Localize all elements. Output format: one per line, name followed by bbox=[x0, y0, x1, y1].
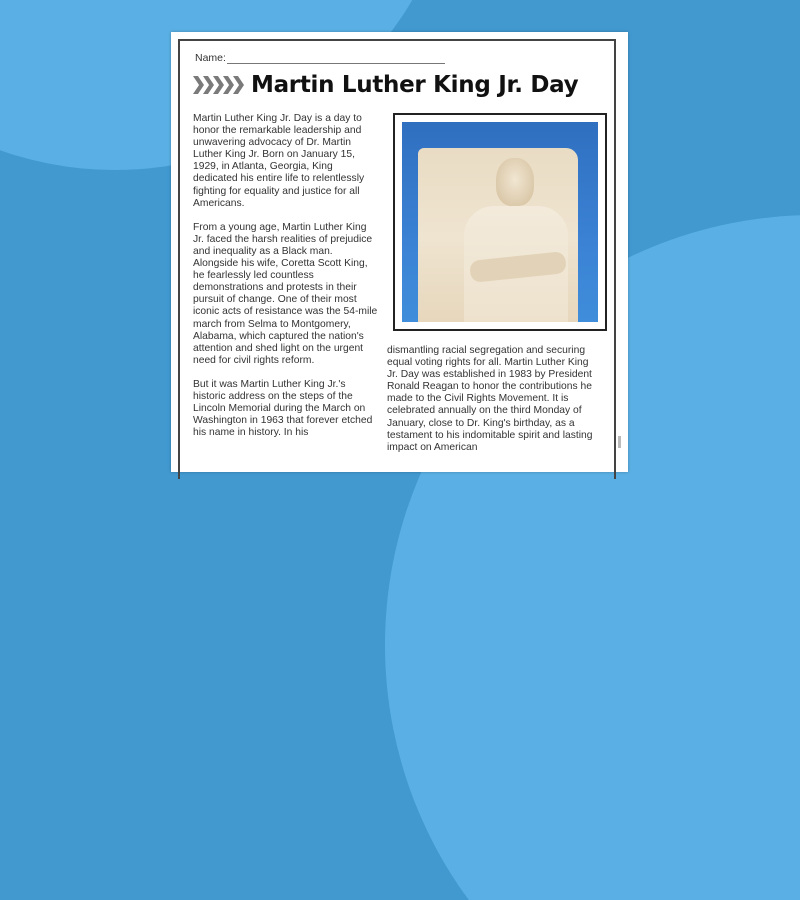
paragraph: Martin Luther King Jr. Day is a day to honor the remarkable leadership and unwavering advocacy of Dr. Martin Luther King Jr. Born on January 15, 1929, in Atlanta, Georgia, King dedicated his entire life to relentlessly fighting for equality and justice for all Americans. bbox=[193, 113, 365, 209]
title-row bbox=[193, 72, 578, 98]
chevron-right-icon bbox=[213, 76, 224, 94]
worksheet-page bbox=[171, 32, 628, 472]
name-field bbox=[195, 52, 445, 64]
copyright-mark bbox=[618, 436, 621, 448]
paragraph: But it was Martin Luther King Jr.'s historic address on the steps of the Lincoln Memorial during the March on Washington in 1963 that forever etched his name in history. In his bbox=[193, 378, 373, 439]
statue-stone bbox=[418, 148, 578, 322]
mlk-memorial-photo bbox=[402, 122, 598, 322]
name-label: Name: bbox=[195, 52, 226, 64]
chevron-right-icon bbox=[233, 76, 244, 94]
chevron-right-icon bbox=[203, 76, 214, 94]
name-blank-line bbox=[227, 52, 445, 64]
right-column bbox=[387, 345, 593, 454]
chevrons-icon bbox=[193, 76, 243, 94]
chevron-right-icon bbox=[193, 76, 204, 94]
photo-frame bbox=[393, 113, 607, 331]
paragraph: From a young age, Martin Luther King Jr. faced the harsh realities of prejudice and inequality as a Black man. Alongside his wife, Coretta Scott King, he fearlessly led countless demonstrations and protests in their pursuit of change. One of their most iconic acts of resistance was the 54-mile march from Selma to Montgomery, Alabama, which captured the nation's attention and shed light on the urgent need for civil rights reform. bbox=[193, 221, 378, 366]
page-title: Martin Luther King Jr. Day bbox=[251, 72, 579, 98]
chevron-right-icon bbox=[223, 76, 234, 94]
left-column bbox=[193, 113, 379, 451]
paragraph: dismantling racial segregation and securing equal voting rights for all. Martin Luther King Jr. Day was established in 1983 by President Ronald Reagan to honor the contributions he made to the Civil Rights Movement. It is celebrated annually on the third Monday of January, close to Dr. King's birthday, as a testament to his indomitable spirit and lasting impact on American bbox=[387, 345, 593, 453]
statue-head bbox=[496, 158, 534, 206]
